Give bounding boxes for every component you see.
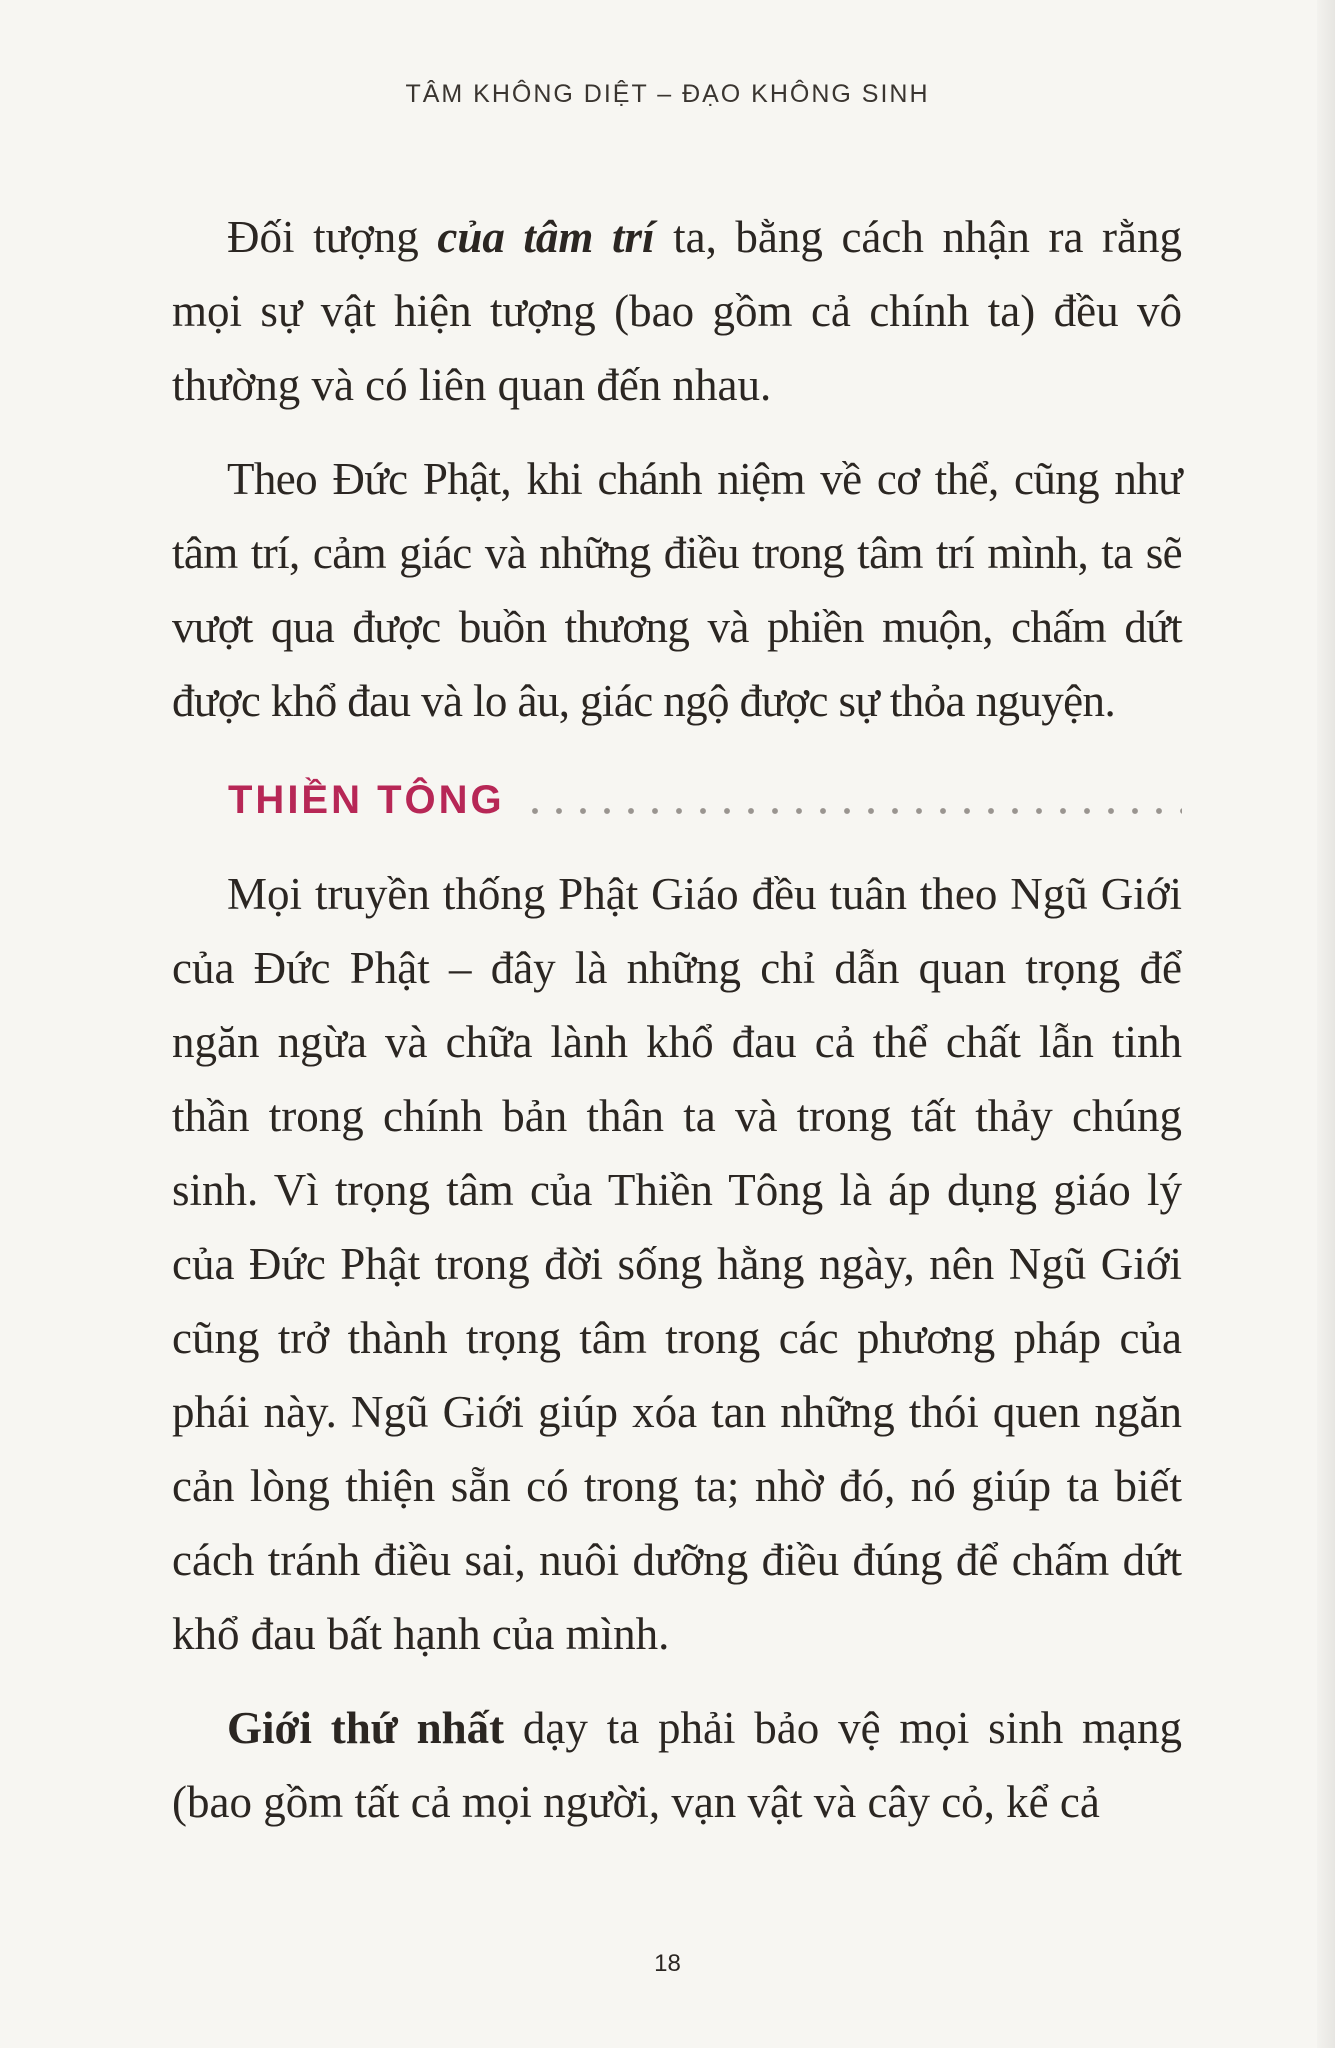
- page-number: 18: [654, 1950, 681, 1977]
- paragraph-2: Theo Đức Phật, khi chánh niệm về cơ thể, cũng như tâm trí, cảm giác và những điều trong tâm trí mình, ta sẽ vượt qua được buồn thương và phiền muộn, chấm dứt được khổ đau và lo âu, giác ngộ được sự thỏa nguyện.: [172, 454, 1182, 726]
- paragraph-3: Mọi truyền thống Phật Giáo đều tuân theo Ngũ Giới của Đức Phật – đây là những chỉ dẫn quan trọng để ngăn ngừa và chữa lành khổ đau cả thể chất lẫn tinh thần trong chính bản thân ta và trong tất thảy chúng sinh. Vì trọng tâm của Thiền Tông là áp dụng giáo lý của Đức Phật trong đời sống hằng ngày, nên Ngũ Giới cũng trở thành trọng tâm trong các phương pháp của phái này. Ngũ Giới giúp xóa tan những thói quen ngăn cản lòng thiện sẵn có trong ta; nhờ đó, nó giúp ta biết cách tránh điều sai, nuôi dưỡng điều đúng để chấm dứt khổ đau bất hạnh của mình.: [172, 869, 1182, 1659]
- paragraph-4-bold-lead: Giới thứ nhất: [227, 1703, 505, 1753]
- page-edge-shadow: [1317, 0, 1335, 2048]
- paragraph-1-after: ta, bằng cách nhận ra rằng mọi sự vật hiện tượng (bao gồm cả chính ta) đều vô thường và có liên quan đến nhau.: [172, 212, 1182, 410]
- paragraph-4: [172, 1691, 1182, 1839]
- paragraph-1: [172, 200, 1182, 422]
- section-title: THIỀN TÔNG: [228, 778, 505, 822]
- paragraph-1-before: Đối tượng: [227, 212, 438, 262]
- paragraph-4-after: dạy ta phải bảo vệ mọi sinh mạng (bao gồm tất cả mọi người, vạn vật và cây cỏ, kể cả: [172, 1703, 1182, 1827]
- running-header: TÂM KHÔNG DIỆT – ĐẠO KHÔNG SINH: [405, 80, 930, 108]
- body-content: [172, 200, 1182, 1839]
- paragraph-1-emphasis: của tâm trí: [437, 212, 655, 262]
- dot-leader: [523, 807, 1182, 815]
- section-heading: [228, 778, 1182, 823]
